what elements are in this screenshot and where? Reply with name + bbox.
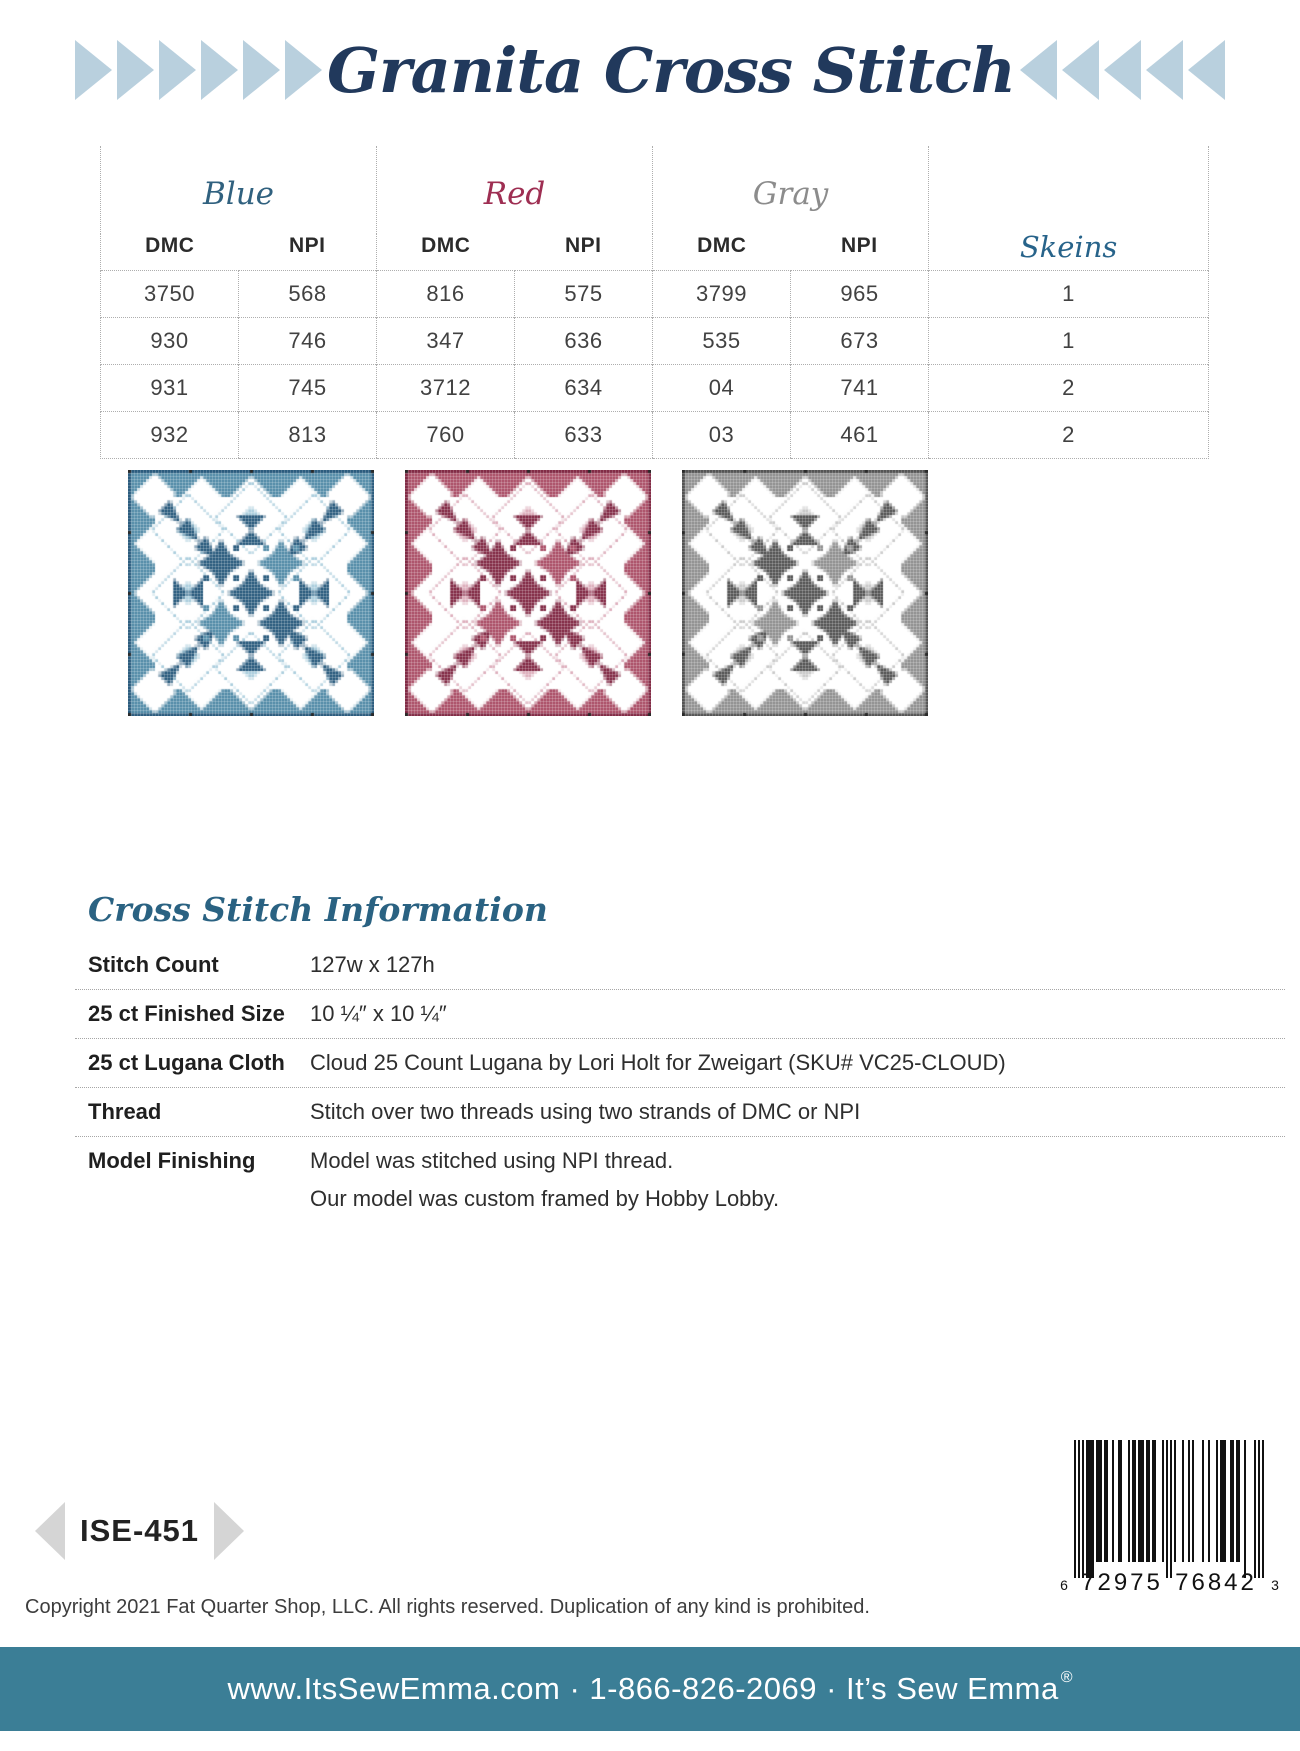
column-skeins: Skeins (929, 146, 1209, 271)
info-value (310, 1098, 860, 1126)
masthead (75, 26, 1117, 114)
thread-value-gray-npi: 673 (791, 318, 929, 365)
thread-value-red-dmc: 816 (377, 271, 515, 318)
thread-value-skeins: 2 (929, 365, 1209, 412)
thread-value-blue-npi: 746 (239, 318, 377, 365)
left-arrow-icon (1188, 40, 1225, 100)
item-number: ISE-451 (80, 1513, 200, 1548)
subheader-gray-dmc: DMC (653, 234, 791, 271)
thread-value-blue-npi: 745 (239, 365, 377, 412)
cross-stitch-information-section (75, 890, 1285, 1223)
footer-contact-text: www.ItsSewEmma.com · 1-866-826-2069 · It’s Sew Emma (227, 1671, 1059, 1706)
left-arrow-icon (1104, 40, 1141, 100)
thread-value-blue-dmc: 932 (101, 412, 239, 459)
info-value-line: 10 ¼″ x 10 ¼″ (310, 1001, 447, 1026)
thread-value-red-npi: 633 (515, 412, 653, 459)
thread-value-red-npi: 636 (515, 318, 653, 365)
right-triangle-icon (214, 1502, 244, 1560)
page-title: Granita Cross Stitch (327, 33, 1016, 107)
thread-value-blue-dmc: 3750 (101, 271, 239, 318)
svg-text:3: 3 (1271, 1577, 1279, 1593)
thread-value-red-npi: 575 (515, 271, 653, 318)
right-arrow-icon (117, 40, 154, 100)
info-value (310, 951, 435, 979)
gray-pattern-preview (682, 470, 928, 716)
info-row (75, 990, 1285, 1039)
right-arrow-icon (243, 40, 280, 100)
info-label: Stitch Count (88, 952, 219, 977)
right-arrow-icon (201, 40, 238, 100)
thread-table-row (101, 318, 1209, 365)
pattern-previews (128, 470, 928, 716)
subheader-red-npi: NPI (565, 234, 602, 257)
thread-value-blue-npi: 568 (239, 271, 377, 318)
subheader-red-dmc: DMC (377, 234, 515, 271)
thread-table-row (101, 412, 1209, 459)
column-group-gray: Gray (653, 146, 929, 234)
column-group-red: Red (377, 146, 653, 234)
right-arrow-icon (75, 40, 112, 100)
info-label: 25 ct Finished Size (88, 1001, 285, 1026)
info-row (75, 1137, 1285, 1223)
thread-value-blue-npi: 813 (239, 412, 377, 459)
subheader-gray-npi: NPI (841, 234, 878, 257)
subheader-blue-dmc: DMC (101, 234, 239, 271)
thread-value-red-dmc: 347 (377, 318, 515, 365)
left-arrow-icon (1020, 40, 1057, 100)
info-row (75, 941, 1285, 990)
thread-value-red-npi: 634 (515, 365, 653, 412)
thread-value-gray-dmc: 04 (653, 365, 791, 412)
svg-text:76842: 76842 (1175, 1569, 1257, 1596)
info-value (310, 1000, 447, 1028)
barcode-svg (1054, 1438, 1284, 1600)
footer-contact-bar (0, 1647, 1300, 1731)
subheader-blue-npi: NPI (289, 234, 326, 257)
thread-color-table (100, 146, 1209, 459)
copyright-line: Copyright 2021 Fat Quarter Shop, LLC. All rights reserved. Duplication of any kind is prohibited. (25, 1596, 870, 1618)
info-row (75, 1039, 1285, 1088)
info-value (310, 1049, 1006, 1077)
thread-value-gray-npi: 461 (791, 412, 929, 459)
info-heading: Cross Stitch Information (88, 890, 548, 929)
upc-barcode (1054, 1438, 1284, 1605)
info-rows (75, 941, 1285, 1223)
left-arrows-decoration (75, 40, 327, 100)
registered-trademark-symbol: ® (1060, 1669, 1073, 1686)
info-value-line: Cloud 25 Count Lugana by Lori Holt for Zweigart (SKU# VC25-CLOUD) (310, 1050, 1006, 1075)
blue-pattern-preview (128, 470, 374, 716)
left-triangle-icon (35, 1502, 65, 1560)
thread-table-row (101, 365, 1209, 412)
left-arrow-icon (1146, 40, 1183, 100)
right-arrows-decoration (1015, 40, 1225, 100)
red-pattern-preview (405, 470, 651, 716)
info-value (310, 1147, 779, 1213)
info-label: 25 ct Lugana Cloth (88, 1050, 285, 1075)
right-arrow-icon (159, 40, 196, 100)
thread-value-gray-npi: 741 (791, 365, 929, 412)
thread-value-skeins: 1 (929, 318, 1209, 365)
info-value-line: Stitch over two threads using two strands of DMC or NPI (310, 1099, 861, 1124)
info-row (75, 1088, 1285, 1137)
thread-table-row (101, 271, 1209, 318)
thread-value-skeins: 2 (929, 412, 1209, 459)
left-arrow-icon (1062, 40, 1099, 100)
info-value-line: Our model was custom framed by Hobby Lobby. (310, 1186, 780, 1211)
info-label: Thread (88, 1099, 162, 1124)
thread-value-blue-dmc: 931 (101, 365, 239, 412)
column-group-blue: Blue (101, 146, 377, 234)
thread-value-red-dmc: 760 (377, 412, 515, 459)
svg-text:72975: 72975 (1081, 1569, 1163, 1596)
thread-value-red-dmc: 3712 (377, 365, 515, 412)
thread-value-gray-dmc: 535 (653, 318, 791, 365)
thread-value-gray-dmc: 03 (653, 412, 791, 459)
info-value-line: 127w x 127h (310, 952, 435, 977)
table-group-header-row (101, 146, 1209, 234)
thread-value-skeins: 1 (929, 271, 1209, 318)
thread-value-gray-dmc: 3799 (653, 271, 791, 318)
svg-text:6: 6 (1060, 1577, 1068, 1593)
item-number-badge (35, 1502, 244, 1560)
thread-value-blue-dmc: 930 (101, 318, 239, 365)
right-arrow-icon (285, 40, 322, 100)
info-label: Model Finishing (88, 1148, 256, 1173)
info-value-line: Model was stitched using NPI thread. (310, 1148, 674, 1173)
thread-value-gray-npi: 965 (791, 271, 929, 318)
